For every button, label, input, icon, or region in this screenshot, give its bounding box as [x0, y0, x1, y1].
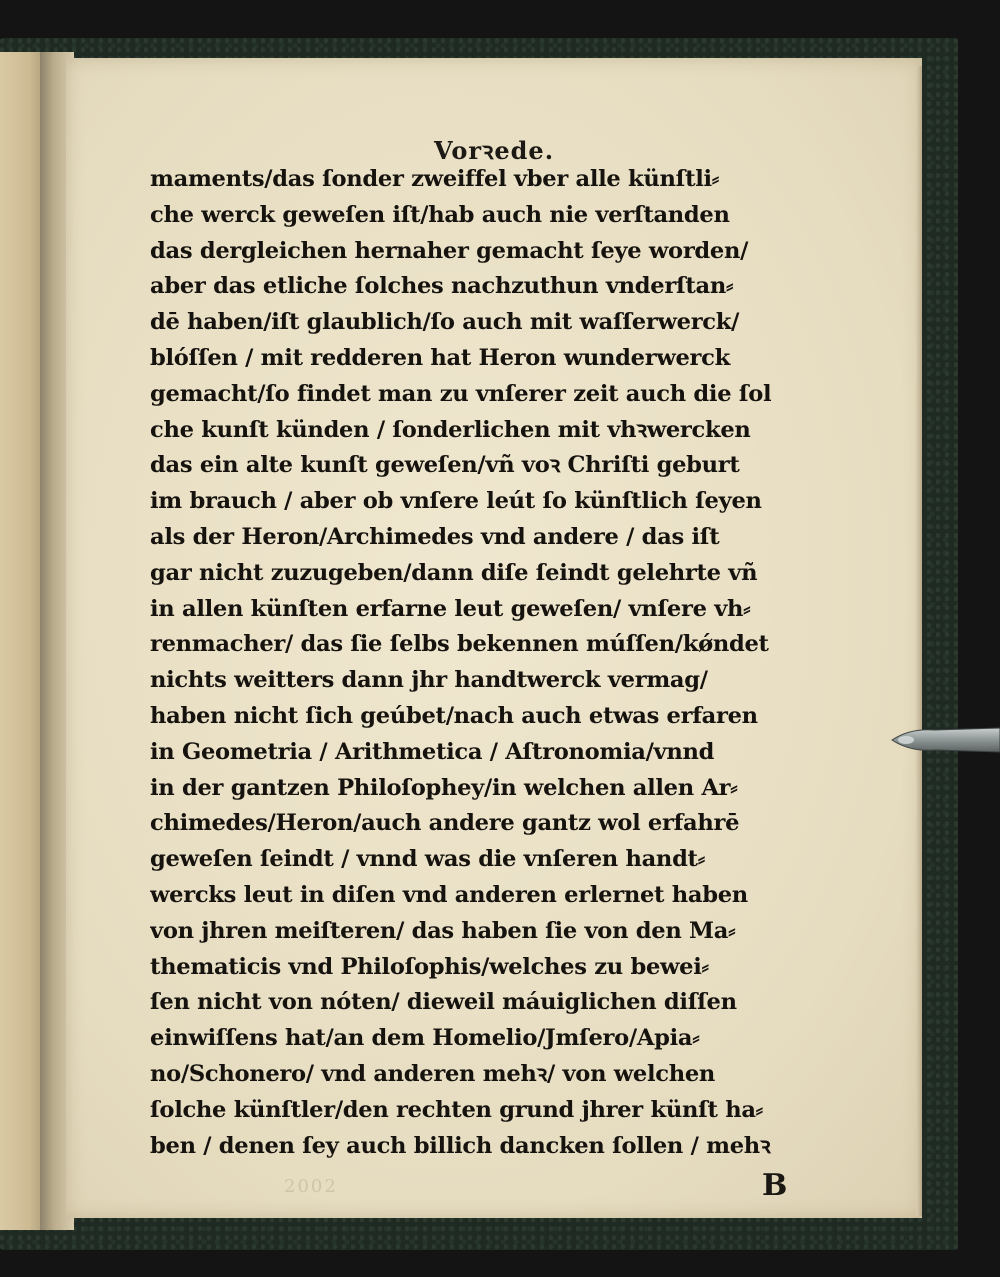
text-line: im brauch / aber ob vnſere leút ſo künſtlich ſeyen	[150, 488, 762, 515]
text-line: renmacher/ das ſie ſelbs bekennen múſſen/kǿndet	[150, 631, 769, 658]
text-line: chimedes/Heron/auch andere gantz wol erfahrē	[150, 810, 740, 837]
text-line: no/Schonero/ vnd anderen mehꝛ/ von welchen	[150, 1060, 716, 1087]
text-line: das ein alte kunſt geweſen/vñ voꝛ Chriſti geburt	[150, 452, 740, 479]
text-line: che kunſt künden / ſonderlichen mit vhꝛwercken	[150, 416, 751, 443]
text-line: aber das etliche ſolches nachzuthun vnderſtan⸗	[150, 273, 734, 300]
bookmark-pointer-icon	[890, 722, 1000, 758]
text-line: von jhren meiſteren/ das haben ſie von den Ma⸗	[150, 917, 736, 944]
text-line: ben / denen ſey auch billich dancken ſollen / mehꝛ	[150, 1132, 771, 1159]
page-fore-edge	[916, 66, 922, 1216]
book-page	[66, 58, 922, 1218]
page-text	[150, 162, 870, 1164]
page-header: Vorꝛede.	[433, 136, 555, 165]
faded-stamp: 2002	[284, 1176, 338, 1197]
text-line: dē haben/iſt glaublich/ſo auch mit waſſerwerck/	[150, 309, 740, 336]
text-line: einwiſſens hat/an dem Homelio/Jmſero/Apia⸗	[150, 1025, 700, 1052]
text-line: als der Heron/Archimedes vnd andere / das iſt	[150, 523, 720, 550]
text-line: in Geometria / Arithmetica / Aſtronomia/vnnd	[150, 738, 715, 765]
text-line: gemacht/ſo findet man zu vnſerer zeit auch die ſol	[150, 380, 772, 407]
text-line: geweſen ſeindt / vnnd was die vnſeren handt⸗	[150, 846, 705, 873]
text-line: blóſſen / mit redderen hat Heron wunderwerck	[150, 344, 730, 371]
text-line: thematicis vnd Philoſophis/welches zu bewei⸗	[150, 953, 709, 980]
text-line: das dergleichen hernaher gemacht ſeye worden/	[150, 237, 749, 264]
signature-mark: B	[762, 1168, 788, 1203]
text-line: in der gantzen Philoſophey/in welchen allen Ar⸗	[150, 774, 738, 801]
text-line: ſen nicht von nóten/ dieweil máuiglichen diſſen	[150, 989, 737, 1016]
text-line: nichts weitters dann jhr handtwerck vermag/	[150, 667, 708, 694]
text-line: che werck geweſen iſt/hab auch nie verſtanden	[150, 201, 730, 228]
text-line: ſolche künſtler/den rechten grund jhrer künſt ha⸗	[150, 1096, 763, 1123]
text-line: maments/das ſonder zweiffel vber alle künſtli⸗	[150, 166, 720, 192]
text-line: wercks leut in diſen vnd anderen erlernet haben	[150, 881, 748, 908]
text-line: in allen künſten erfarne leut geweſen/ vnſere vh⸗	[150, 595, 751, 622]
text-line: haben nicht ſich geúbet/nach auch etwas erfaren	[150, 702, 758, 729]
text-line: gar nicht zuzugeben/dann diſe ſeindt gelehrte vñ	[150, 559, 758, 586]
